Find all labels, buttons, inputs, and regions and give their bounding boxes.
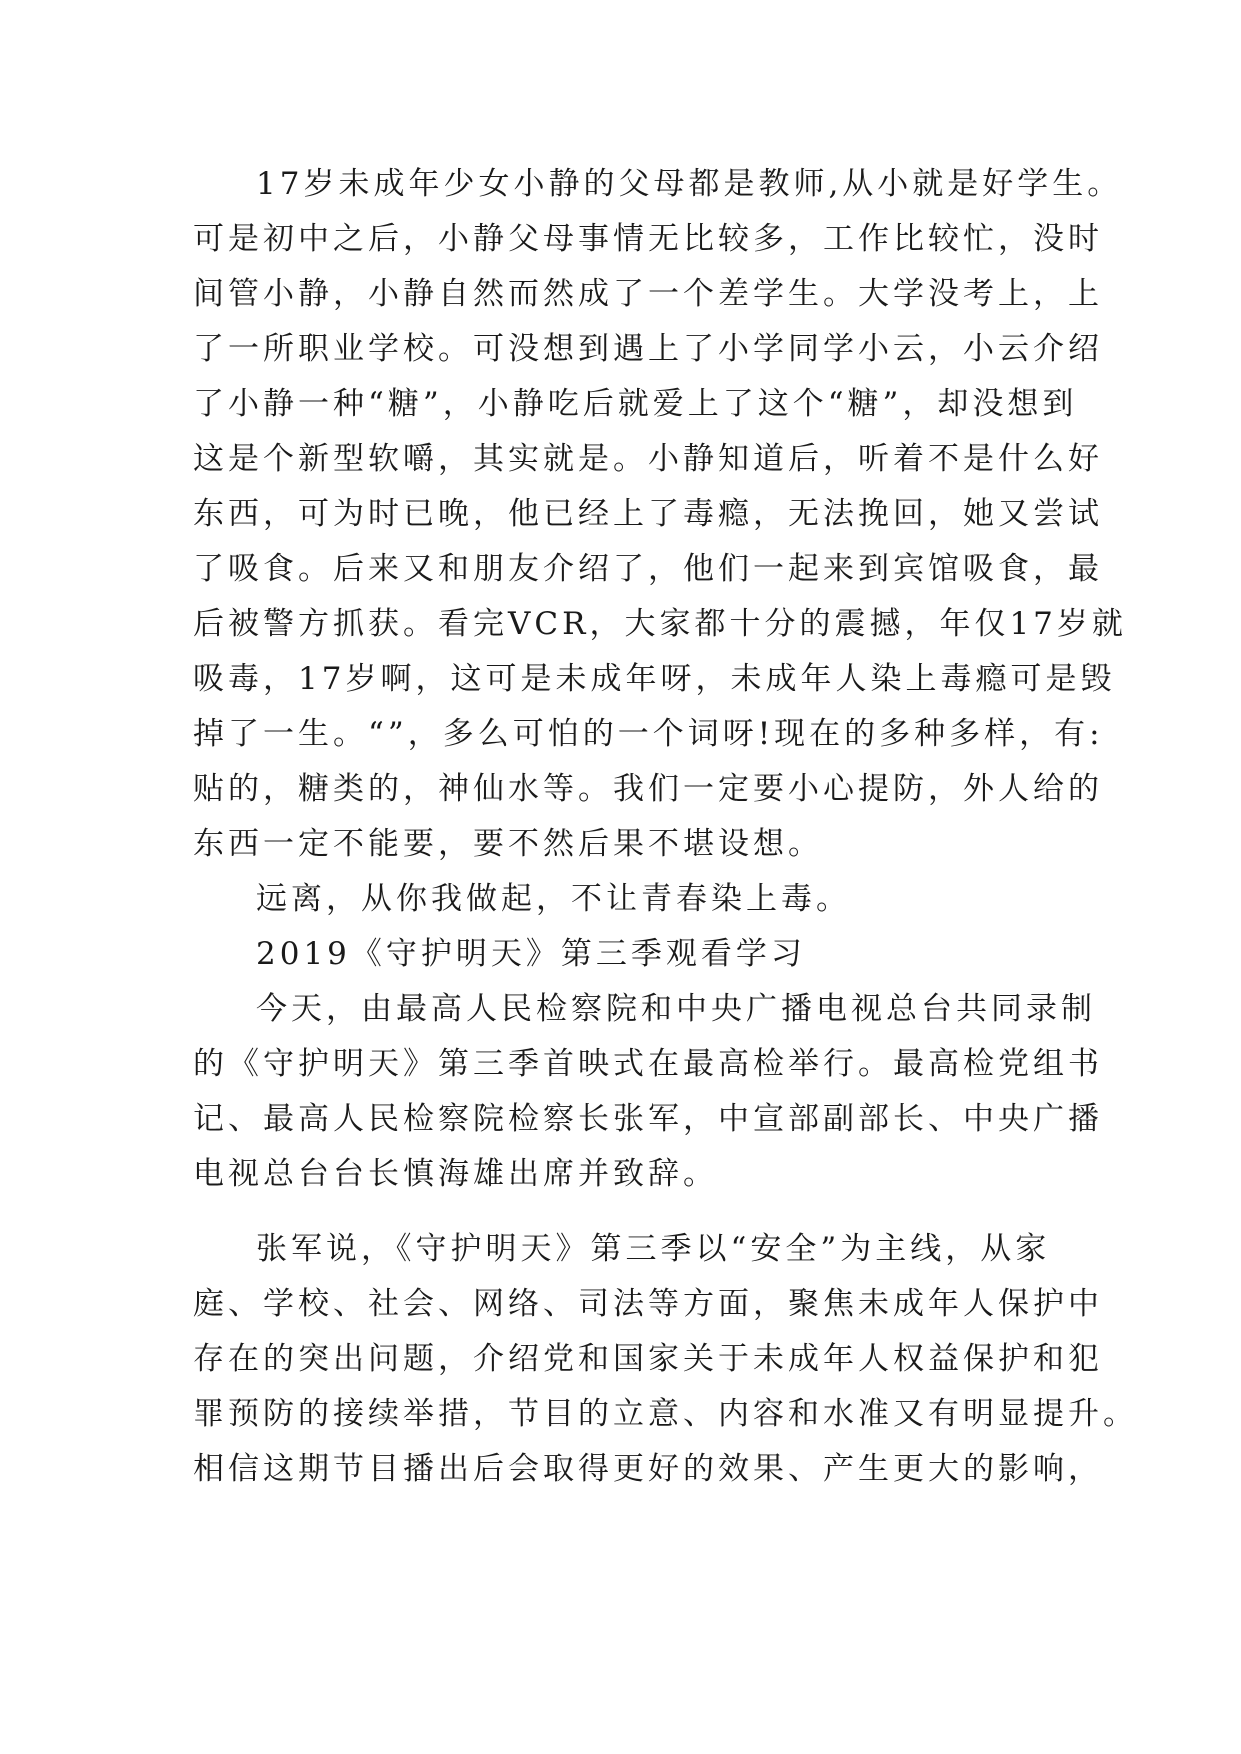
text-line: 电视总台台长慎海雄出席并致辞。 bbox=[193, 1156, 718, 1192]
text-line: 17岁未成年少女小静的父母都是教师,从小就是好学生。 bbox=[256, 166, 1123, 202]
text-line: 张军说，《守护明天》第三季以“安全”为主线，从家 bbox=[256, 1231, 1051, 1267]
text-line: 了吸食。后来又和朋友介绍了，他们一起来到宾馆吸食，最 bbox=[193, 551, 1103, 587]
text-line: 这是个新型软嚼，其实就是。小静知道后，听着不是什么好 bbox=[193, 441, 1103, 477]
text-line: 今天，由最高人民检察院和中央广播电视总台共同录制 bbox=[256, 991, 1096, 1027]
text-line: 间管小静，小静自然而然成了一个差学生。大学没考上，上 bbox=[193, 276, 1103, 312]
text-line: 庭、学校、社会、网络、司法等方面，聚焦未成年人保护中 bbox=[193, 1286, 1103, 1322]
text-line: 的《守护明天》第三季首映式在最高检举行。最高检党组书 bbox=[193, 1046, 1103, 1082]
text-line: 贴的，糖类的，神仙水等。我们一定要小心提防，外人给的 bbox=[193, 771, 1103, 807]
text-line: 存在的突出问题，介绍党和国家关于未成年人权益保护和犯 bbox=[193, 1341, 1103, 1377]
text-line: 吸毒，17岁啊，这可是未成年呀，未成年人染上毒瘾可是毁 bbox=[193, 661, 1116, 697]
text-line: 了一所职业学校。可没想到遇上了小学同学小云，小云介绍 bbox=[193, 331, 1103, 367]
text-line: 远离，从你我做起，不让青春染上毒。 bbox=[256, 881, 851, 917]
text-line: 罪预防的接续举措，节目的立意、内容和水准又有明显提升。 bbox=[193, 1396, 1138, 1432]
text-line: 东西一定不能要，要不然后果不堪设想。 bbox=[193, 826, 823, 862]
text-line: 后被警方抓获。看完VCR，大家都十分的震撼，年仅17岁就 bbox=[193, 606, 1127, 642]
section-heading: 2019《守护明天》第三季观看学习 bbox=[256, 936, 806, 972]
text-line: 记、最高人民检察院检察长张军，中宣部副部长、中央广播 bbox=[193, 1101, 1103, 1137]
text-line: 东西，可为时已晚，他已经上了毒瘾，无法挽回，她又尝试 bbox=[193, 496, 1103, 532]
text-line: 了小静一种“糖”，小静吃后就爱上了这个“糖”，却没想到 bbox=[193, 386, 1078, 422]
text-line: 掉了一生。“”，多么可怕的一个词呀!现在的多种多样，有: bbox=[193, 716, 1104, 752]
text-line: 相信这期节目播出后会取得更好的效果、产生更大的影响， bbox=[193, 1451, 1103, 1487]
text-line: 可是初中之后，小静父母事情无比较多，工作比较忙，没时 bbox=[193, 221, 1103, 257]
